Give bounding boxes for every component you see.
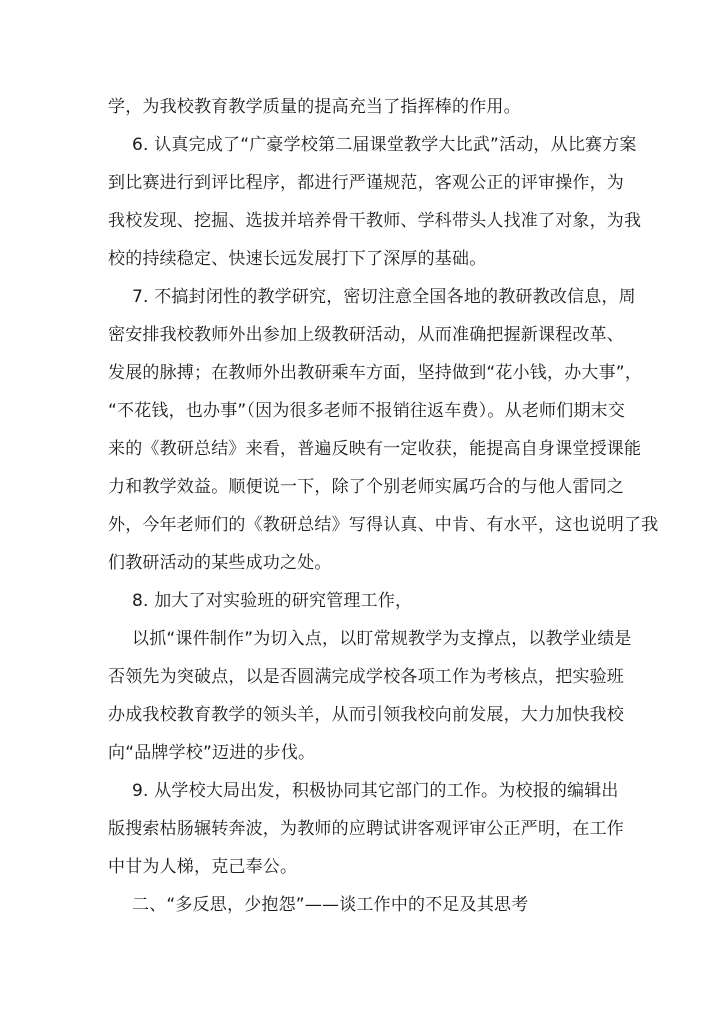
text-line: 力和教学效益。顺便说一下，除了个别老师实属巧合的与他人雷同之	[108, 477, 624, 497]
text-line: “不花钱，也办事”（因为很多老师不报销往返车费）。从老师们期末交	[108, 401, 626, 421]
text-line: 以抓“课件制作”为切入点，以盯常规教学为支撑点，以教学业绩是	[132, 629, 632, 649]
text-line: 6. 认真完成了“广豪学校第二届课堂教学大比武”活动，从比赛方案	[132, 135, 637, 155]
text-line: 否领先为突破点，以是否圆满完成学校各项工作为考核点，把实验班	[108, 667, 624, 687]
text-line: 们教研活动的某些成功之处。	[108, 553, 332, 573]
text-line: 我校发现、挖掘、选拔并培养骨干教师、学科带头人找准了对象，为我	[108, 211, 642, 231]
text-line: 向“品牌学校”迈进的步伐。	[108, 743, 316, 763]
text-line: 中甘为人梯，克己奉公。	[108, 857, 298, 877]
text-line: 外，今年老师们的《教研总结》写得认真、中肯、有水平，这也说明了我	[108, 515, 659, 535]
text-line: 密安排我校教师外出参加上级教研活动，从而准确把握新课程改革、	[108, 325, 624, 345]
text-line: 版搜索枯肠辗转奔波，为教师的应聘试讲客观评审公正严明，在工作	[108, 819, 624, 839]
text-line: 校的持续稳定、快速长远发展打下了深厚的基础。	[108, 249, 487, 269]
text-line: 办成我校教育教学的领头羊，从而引领我校向前发展，大力加快我校	[108, 705, 624, 725]
text-line: 发展的脉搏；在教师外出教研乘车方面，坚持做到“花小钱，办大事”，	[108, 363, 643, 383]
text-line: 来的《教研总结》来看，普遍反映有一定收获，能提高自身课堂授课能	[108, 439, 642, 459]
text-line: 9. 从学校大局出发，积极协同其它部门的工作。为校报的编辑出	[132, 781, 619, 801]
text-line: 7. 不搞封闭性的教学研究，密切注意全国各地的教研教改信息，周	[132, 287, 636, 307]
text-line: 到比赛进行到评比程序，都进行严谨规范，客观公正的评审操作，为	[108, 173, 624, 193]
text-line: 8. 加大了对实验班的研究管理工作，	[132, 591, 413, 611]
text-line: 学，为我校教育教学质量的提高充当了指挥棒的作用。	[108, 97, 521, 117]
section-heading: 二、“多反思，少抱怨”——谈工作中的不足及其思考	[132, 895, 529, 915]
